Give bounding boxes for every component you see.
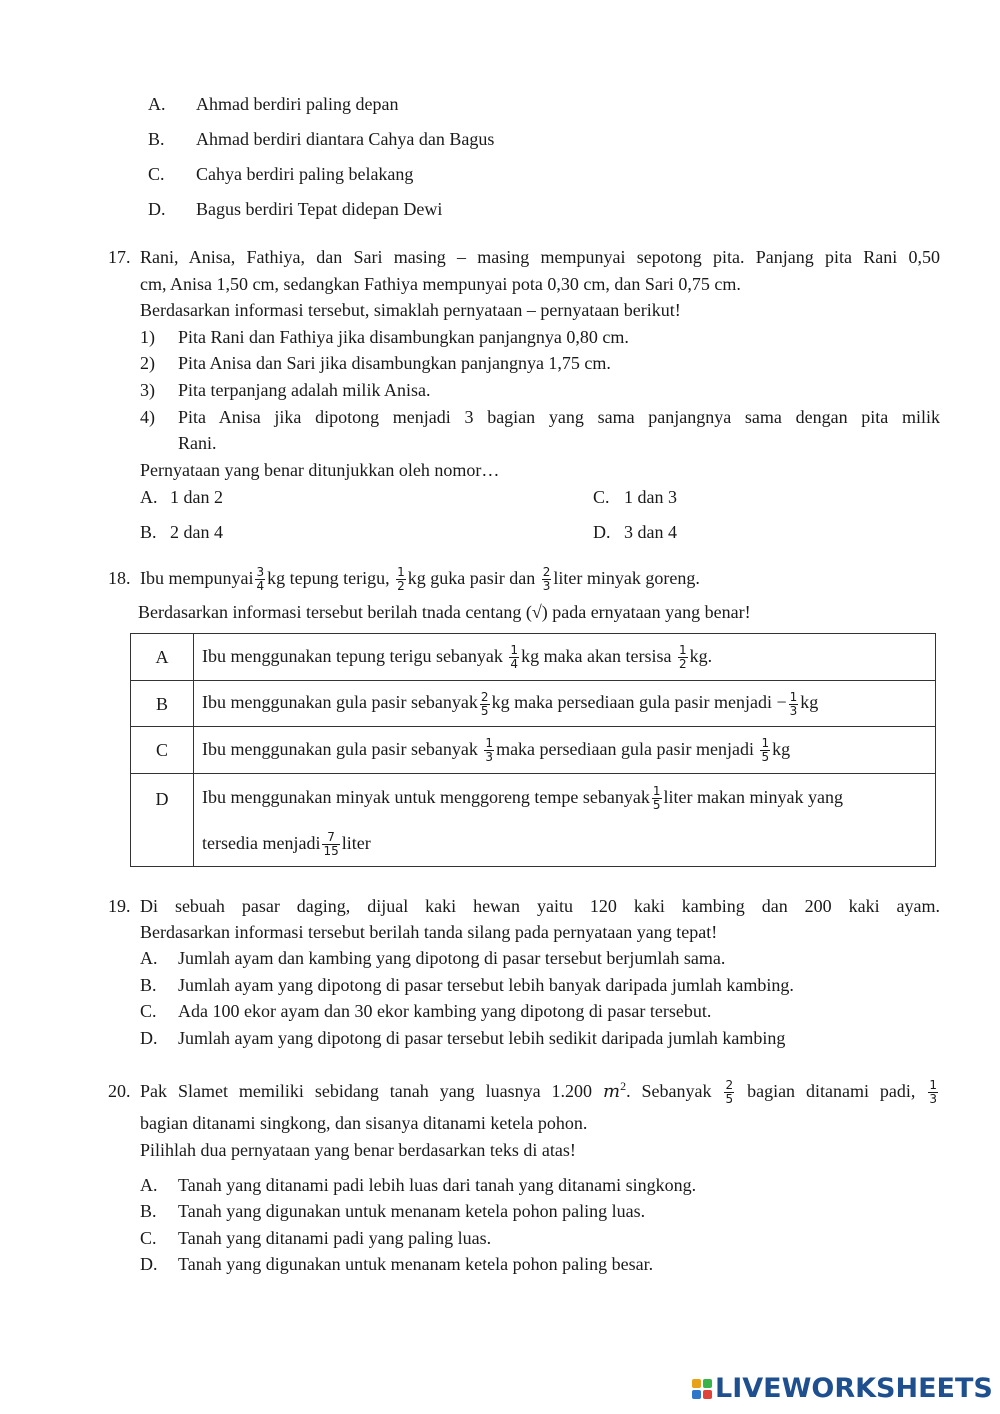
option-letter: B. <box>140 1201 157 1221</box>
table-row[interactable] <box>131 634 936 681</box>
fraction: $\frac{1}{5}$ <box>652 784 661 813</box>
option-text: Tanah yang digunakan untuk menanam ketela pohon paling besar. <box>178 1254 654 1274</box>
question-text: cm, Anisa 1,50 cm, sedangkan Fathiya mempunyai pota 0,30 cm, dan Sari 0,75 cm. <box>140 274 741 294</box>
question-number: 19. <box>108 896 131 916</box>
logo-grid-icon <box>692 1379 712 1399</box>
table-row[interactable] <box>131 727 936 774</box>
question-text: Pak Slamet memiliki sebidang tanah yang luasnya 1.200 $m^2$. Sebanyak $\frac{2}{5}$ bagian ditanami padi, $\frac{1}{3}$ <box>140 1078 938 1107</box>
option-text: 3 dan 4 <box>624 522 677 542</box>
statement-table <box>130 633 936 867</box>
option-letter: D. <box>140 1028 158 1048</box>
statement-text: Pita Anisa jika dipotong menjadi 3 bagian yang sama panjangnya sama dengan pita milik <box>178 407 940 427</box>
liveworksheets-logo[interactable] <box>692 1374 993 1404</box>
question-text: Di sebuah pasar daging, dijual kaki hewan yaitu 120 kaki kambing dan 200 kaki ayam. <box>140 896 940 916</box>
option-text: Ada 100 ekor ayam dan 30 ekor kambing yang dipotong di pasar tersebut. <box>178 1001 712 1021</box>
option-text: 2 dan 4 <box>170 522 223 542</box>
statement-text: Pita terpanjang adalah milik Anisa. <box>178 380 431 400</box>
fraction: $\frac{3}{4}$ <box>256 565 265 594</box>
row-text: Ibu menggunakan gula pasir sebanyak $\frac{1}{3}$ maka persediaan gula pasir menjadi $\frac{1}{5}$ kg <box>194 727 936 774</box>
option-text: Jumlah ayam dan kambing yang dipotong di pasar tersebut berjumlah sama. <box>178 948 726 968</box>
option-letter: A. <box>140 487 158 507</box>
option-text: Ahmad berdiri paling depan <box>196 94 399 114</box>
option-letter: B. <box>148 129 165 149</box>
row-letter: C <box>131 727 194 774</box>
option-letter: A. <box>140 1175 158 1195</box>
fraction: $\frac{2}{5}$ <box>725 1078 734 1107</box>
question-instruction: Berdasarkan informasi tersebut berilah tnada centang (√) pada ernyataan yang benar! <box>138 602 751 622</box>
option-letter: B. <box>140 522 157 542</box>
statement-text: Pita Anisa dan Sari jika disambungkan panjangnya 1,75 cm. <box>178 353 611 373</box>
statement-number: 2) <box>140 353 155 373</box>
option-letter: A. <box>148 94 166 114</box>
statement-number: 4) <box>140 407 155 427</box>
question-text: Berdasarkan informasi tersebut, simaklah pernyataan – pernyataan berikut! <box>140 300 681 320</box>
row-letter: A <box>131 634 194 681</box>
option-text: 1 dan 3 <box>624 487 677 507</box>
fraction: $\frac{2}{3}$ <box>542 565 551 594</box>
option-letter: C. <box>140 1001 157 1021</box>
fraction: $\frac{1}{3}$ <box>929 1078 938 1107</box>
option-letter: C. <box>593 487 610 507</box>
statement-number: 3) <box>140 380 155 400</box>
option-letter: C. <box>148 164 165 184</box>
fraction: $\frac{1}{5}$ <box>761 736 770 765</box>
row-text: Ibu menggunakan gula pasir sebanyak $\frac{2}{5}$ kg maka persediaan gula pasir menjadi − $\frac{1}{3}$ kg <box>194 681 936 727</box>
statement-number: 1) <box>140 327 155 347</box>
option-text: 1 dan 2 <box>170 487 223 507</box>
option-letter: D. <box>593 522 611 542</box>
option-text: Tanah yang digunakan untuk menanam ketela pohon paling luas. <box>178 1201 646 1221</box>
fraction: $\frac{1}{3}$ <box>485 736 494 765</box>
option-text: Ahmad berdiri diantara Cahya dan Bagus <box>196 129 495 149</box>
row-letter: B <box>131 681 194 727</box>
question-prompt: Pernyataan yang benar ditunjukkan oleh nomor… <box>140 460 500 480</box>
question-text: Ibu mempunyai $\frac{3}{4}$ kg tepung terigu, $\frac{1}{2}$ kg guka pasir dan $\frac{2}{3}$ liter minyak goreng. <box>140 565 700 594</box>
question-number: 18. <box>108 568 131 588</box>
logo-text: LIVEWORKSHEETS <box>715 1373 993 1404</box>
fraction: $\frac{1}{2}$ <box>679 643 687 672</box>
row-text: Ibu menggunakan tepung terigu sebanyak $\frac{1}{4}$ kg maka akan tersisa $\frac{1}{2}$ kg. <box>194 634 936 681</box>
question-number: 17. <box>108 247 131 267</box>
row-text: Ibu menggunakan minyak untuk menggoreng tempe sebanyak $\frac{1}{5}$ liter makan minyak yang tersedia menjadi $\frac{7}{15}$ liter <box>194 774 936 867</box>
option-text: Tanah yang ditanami padi lebih luas dari tanah yang ditanami singkong. <box>178 1175 697 1195</box>
fraction: $\frac{7}{15}$ <box>323 830 339 859</box>
question-text: bagian ditanami singkong, dan sisanya ditanami ketela pohon. <box>140 1113 588 1133</box>
option-text: Jumlah ayam yang dipotong di pasar tersebut lebih sedikit daripada jumlah kambing <box>178 1028 786 1048</box>
option-text: Jumlah ayam yang dipotong di pasar tersebut lebih banyak daripada jumlah kambing. <box>178 975 794 995</box>
fraction: $\frac{1}{3}$ <box>789 689 798 718</box>
table-row[interactable] <box>131 774 936 867</box>
fraction: $\frac{1}{4}$ <box>510 643 519 672</box>
option-letter: A. <box>140 948 158 968</box>
table-row[interactable] <box>131 681 936 727</box>
fraction: $\frac{2}{5}$ <box>480 689 489 718</box>
question-instruction: Pilihlah dua pernyataan yang benar berdasarkan teks di atas! <box>140 1140 576 1160</box>
row-letter: D <box>131 774 194 867</box>
fraction: $\frac{1}{2}$ <box>397 565 405 594</box>
option-letter: D. <box>140 1254 158 1274</box>
question-instruction: Berdasarkan informasi tersebut berilah tanda silang pada pernyataan yang tepat! <box>140 922 718 942</box>
statement-text-cont: Rani. <box>178 433 217 453</box>
statement-text: Pita Rani dan Fathiya jika disambungkan panjangnya 0,80 cm. <box>178 327 629 347</box>
option-text: Tanah yang ditanami padi yang paling luas. <box>178 1228 492 1248</box>
option-text: Cahya berdiri paling belakang <box>196 164 414 184</box>
question-number: 20. <box>108 1081 131 1101</box>
question-text: Rani, Anisa, Fathiya, dan Sari masing – masing mempunyai sepotong pita. Panjang pita Rani 0,50 <box>140 247 940 267</box>
option-letter: B. <box>140 975 157 995</box>
option-letter: D. <box>148 199 166 219</box>
option-letter: C. <box>140 1228 157 1248</box>
option-text: Bagus berdiri Tepat didepan Dewi <box>196 199 443 219</box>
